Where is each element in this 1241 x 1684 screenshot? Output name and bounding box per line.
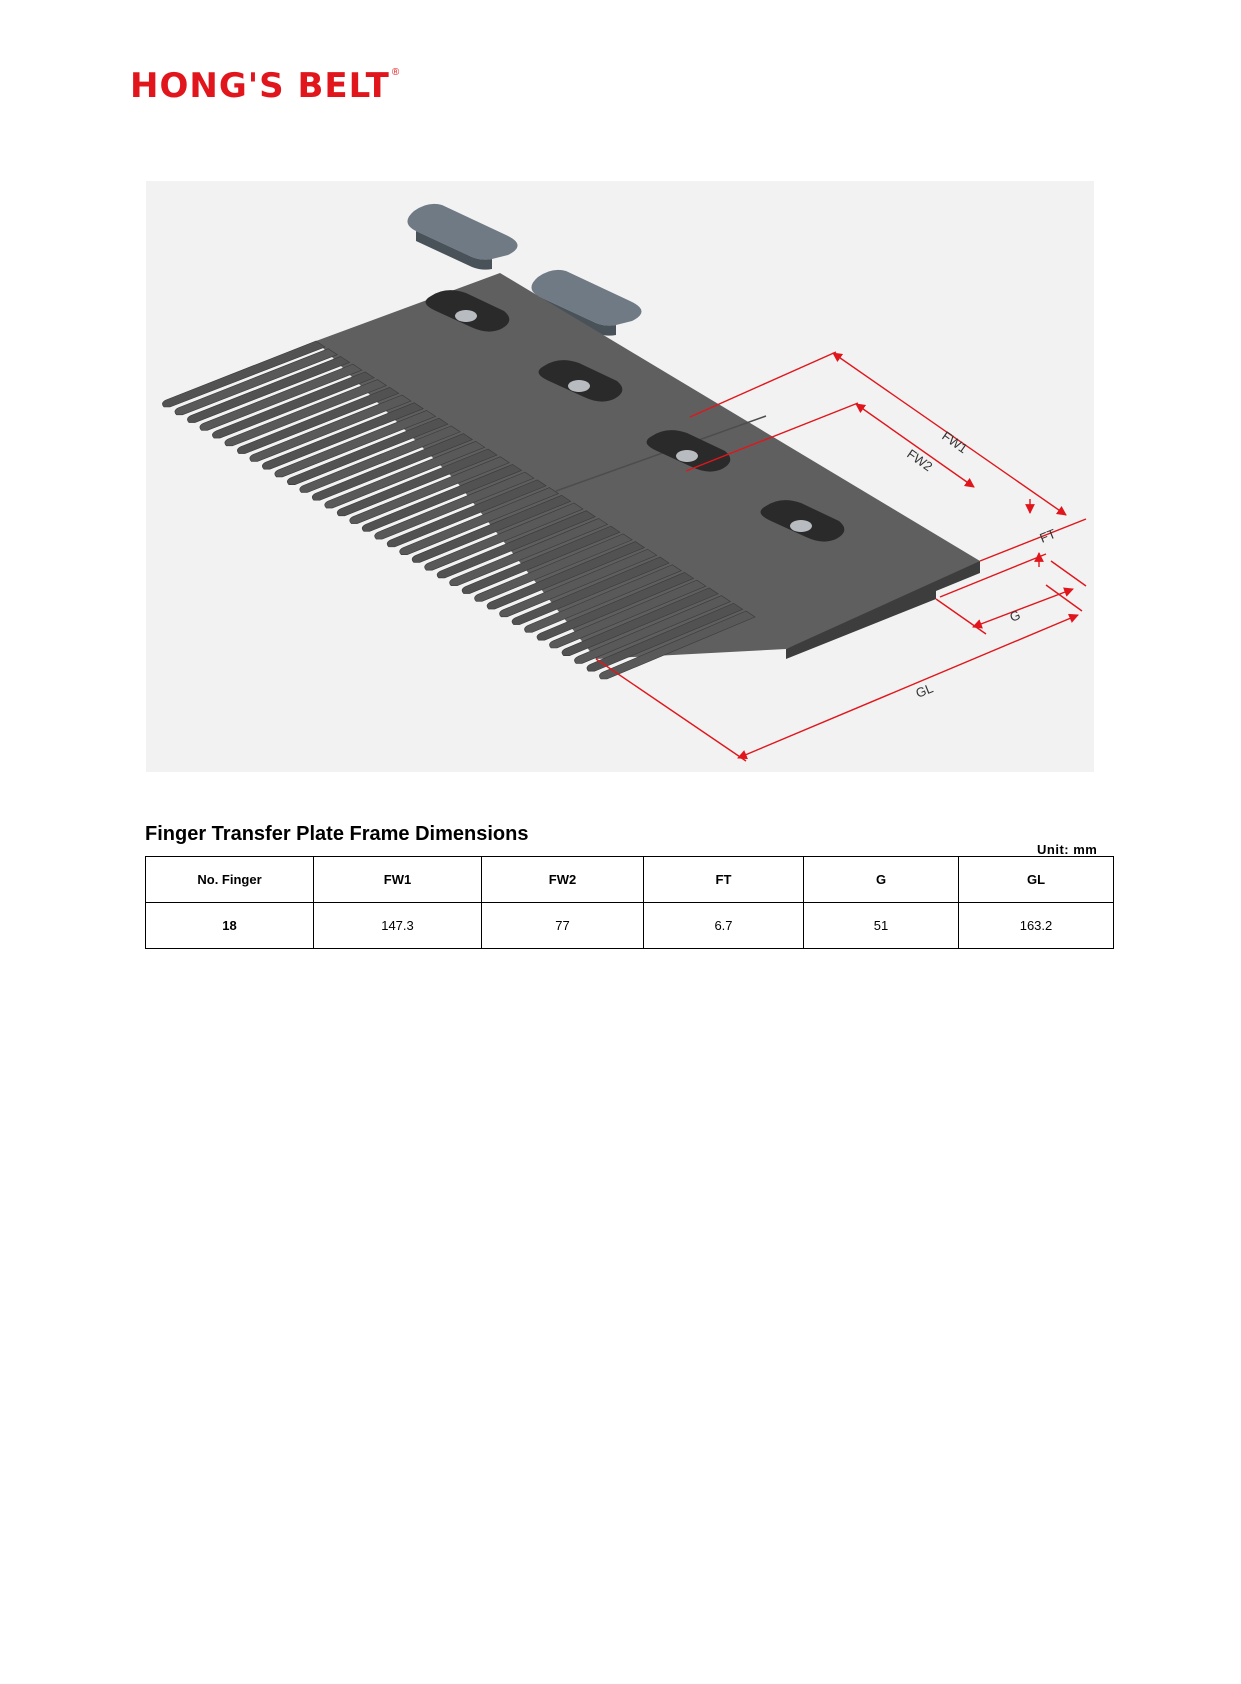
label-fw1: FW1 xyxy=(939,428,971,457)
cell-gl: 163.2 xyxy=(959,903,1114,949)
table-row xyxy=(146,903,1114,949)
brand-logo xyxy=(130,66,399,106)
product-figure xyxy=(146,181,1094,772)
label-ft: FT xyxy=(1037,525,1058,546)
cell-no-finger: 18 xyxy=(146,903,314,949)
finger-plate-illustration xyxy=(146,181,1094,772)
label-fw2: FW2 xyxy=(904,446,936,475)
unit-label: Unit: mm xyxy=(1037,842,1098,857)
fixing-key-1 xyxy=(407,204,517,270)
header-gl: GL xyxy=(959,857,1114,903)
table-title: Finger Transfer Plate Frame Dimensions xyxy=(145,823,529,845)
cell-g: 51 xyxy=(804,903,959,949)
brand-logo-text: HONG'S BELT xyxy=(130,66,390,106)
header-fw2: FW2 xyxy=(482,857,644,903)
cell-fw1: 147.3 xyxy=(314,903,482,949)
header-g: G xyxy=(804,857,959,903)
header-ft: FT xyxy=(644,857,804,903)
header-no-finger: No. Finger xyxy=(146,857,314,903)
cell-ft: 6.7 xyxy=(644,903,804,949)
label-gl: GL xyxy=(913,680,936,701)
table-header-row xyxy=(146,857,1114,903)
cell-fw2: 77 xyxy=(482,903,644,949)
header-fw1: FW1 xyxy=(314,857,482,903)
dimensions-table xyxy=(145,856,1114,949)
label-g: G xyxy=(1007,607,1023,625)
registered-mark: ® xyxy=(391,67,400,78)
